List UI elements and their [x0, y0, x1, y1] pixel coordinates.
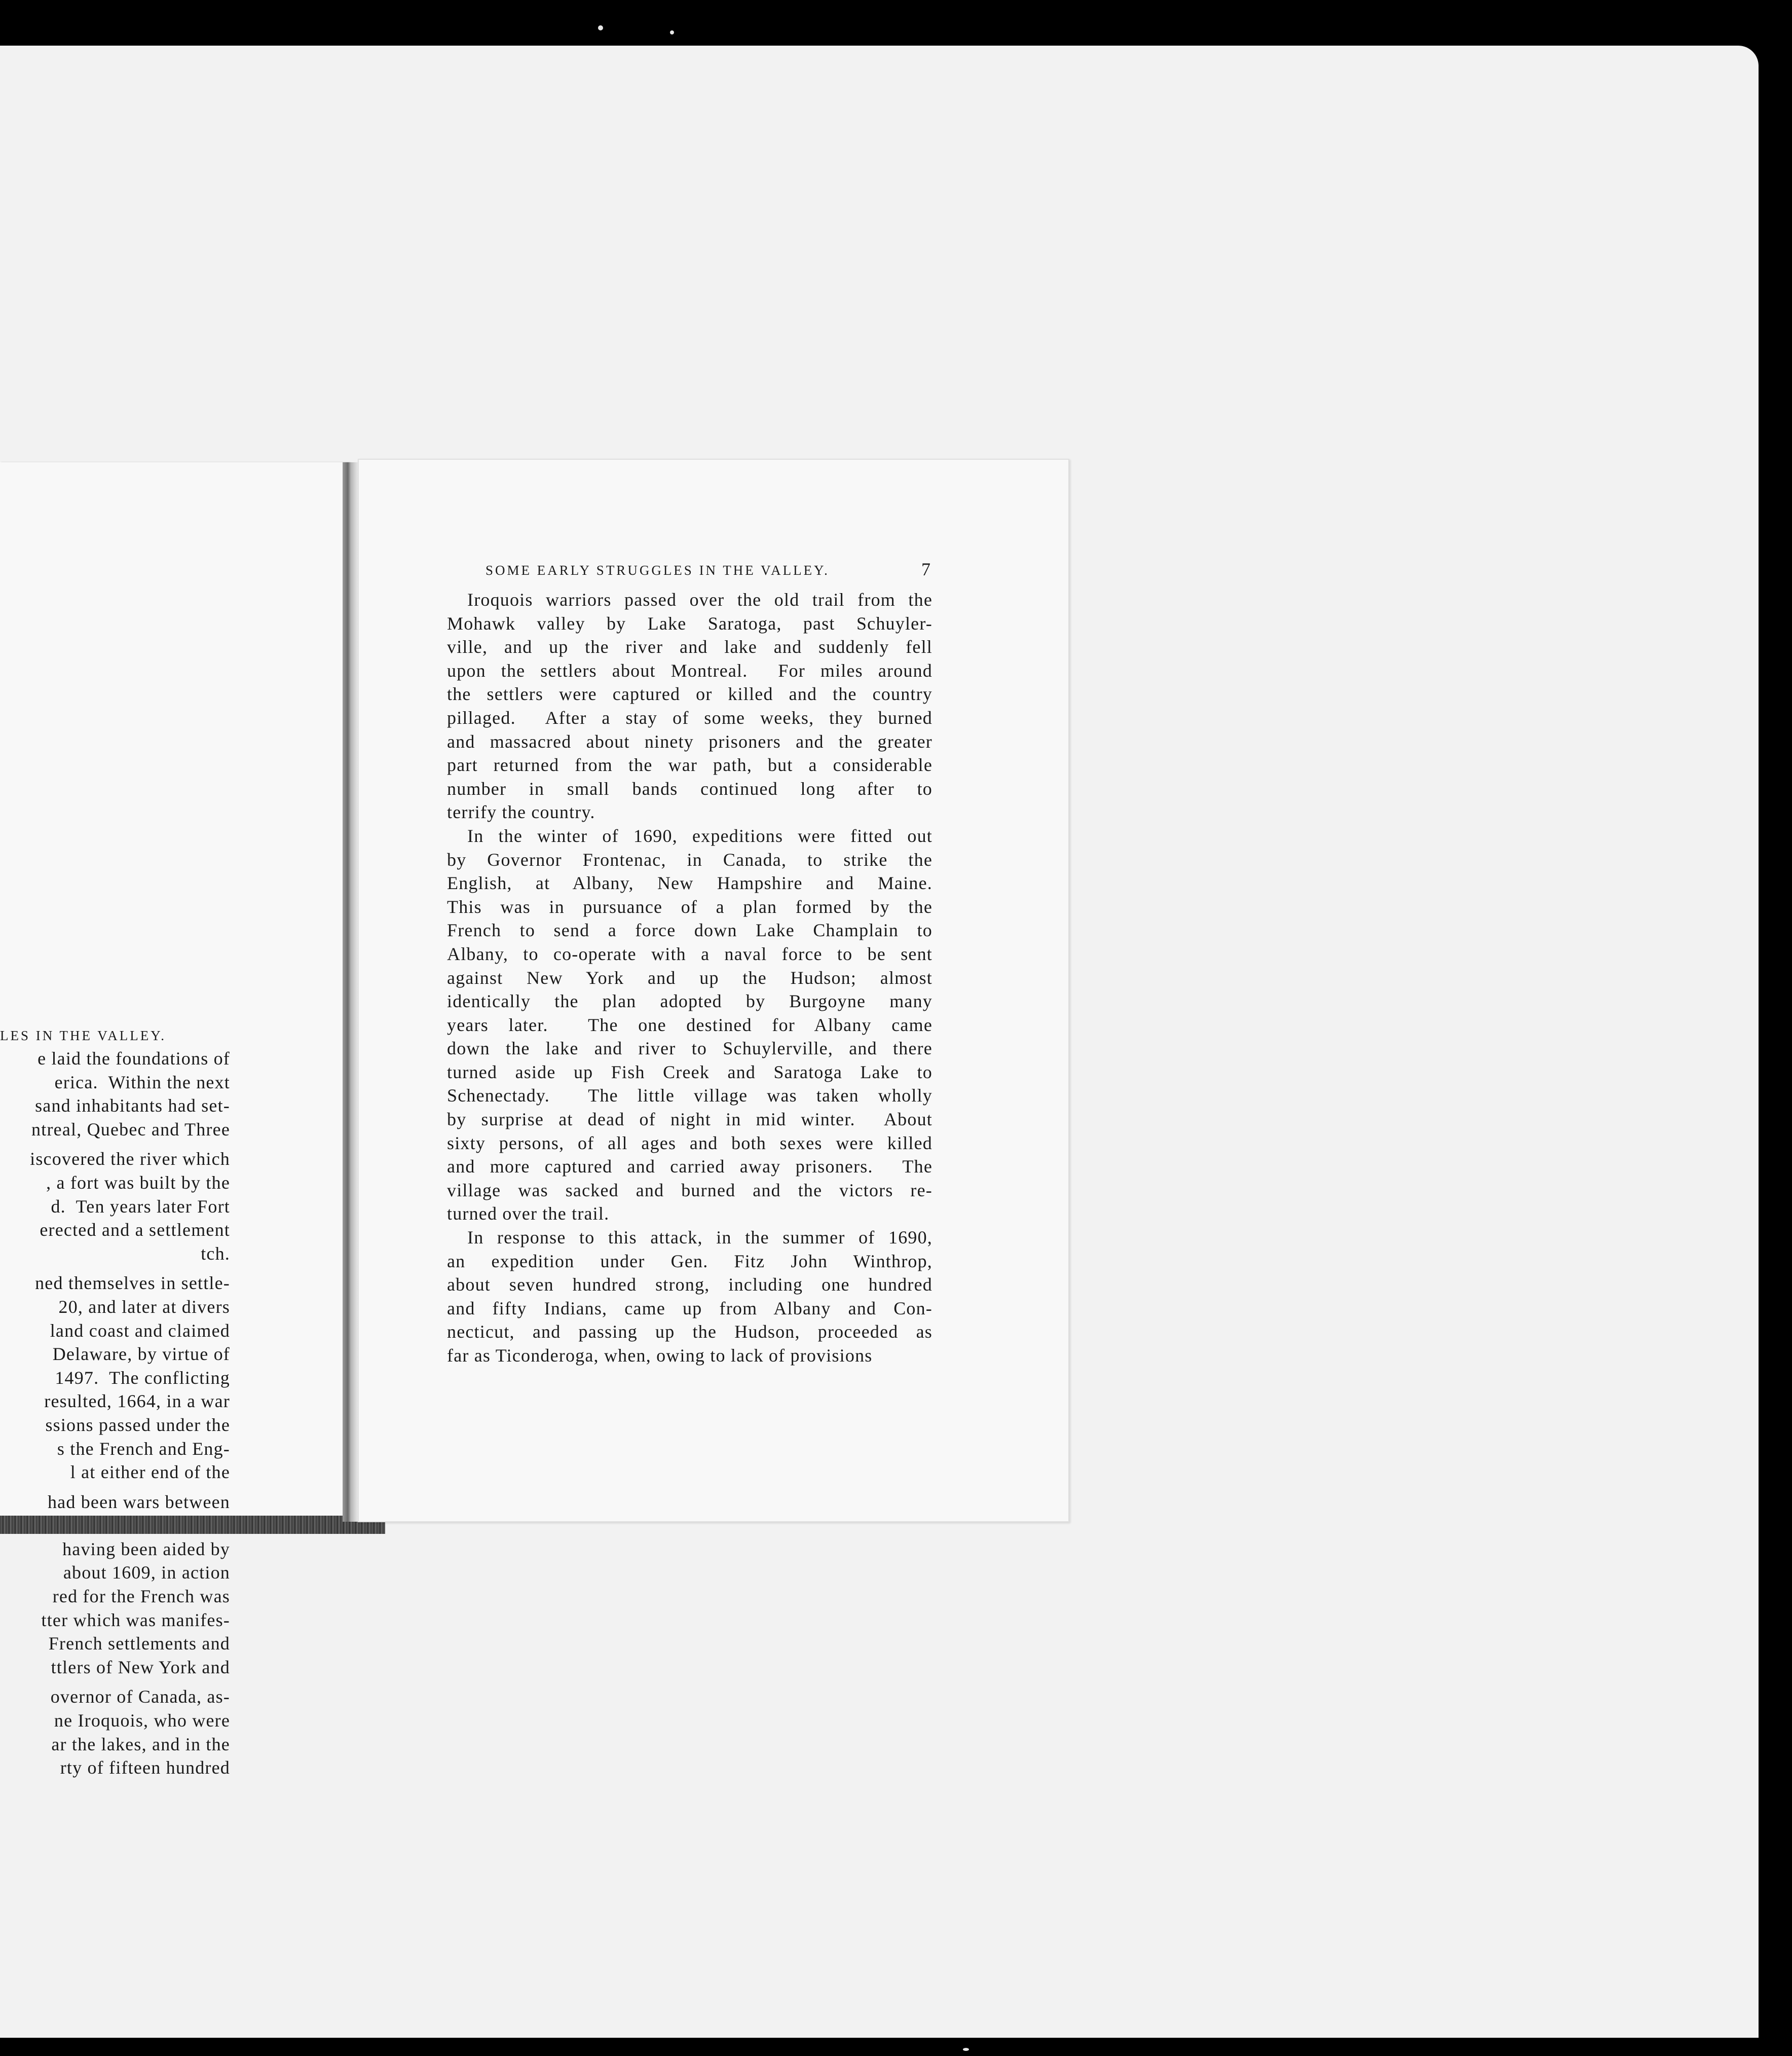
text-line: Delaware, by virtue of: [47, 1344, 230, 1365]
text-line: iscovered the river which: [30, 1149, 230, 1169]
text-line: s the French and Eng-: [57, 1438, 230, 1459]
text-line: and more captured and carried away prisoners. The: [447, 1156, 932, 1177]
text-line: down the lake and river to Schuylerville, and there: [447, 1038, 932, 1059]
text-line: 20, and later at divers: [58, 1296, 230, 1317]
book-gutter: [343, 462, 358, 1522]
text-line: resulted, 1664, in a war: [39, 1391, 230, 1412]
text-line: ntreal, Quebec and Three: [31, 1119, 230, 1140]
text-line: against New York and up the Hudson; almost: [447, 967, 932, 988]
text-line: by Governor Frontenac, in Canada, to strike the: [447, 849, 932, 870]
text-line: necticut, and passing up the Hudson, proceeded as: [447, 1321, 932, 1342]
book-cover-edge: [0, 1516, 385, 1534]
text-line: by surprise at dead of night in mid winter. About: [447, 1109, 932, 1130]
text-line: ne Iroquois, who were: [54, 1710, 230, 1731]
text-line: ar the lakes, and in the: [51, 1734, 230, 1754]
text-line: red for the French was: [52, 1586, 230, 1607]
text-line: French to send a force down Lake Champlain to: [447, 920, 932, 941]
text-line: e laid the foundations of: [38, 1048, 230, 1069]
text-line: land coast and claimed: [50, 1320, 230, 1341]
text-line: ville, and up the river and lake and suddenly fell: [447, 637, 932, 657]
text-line: , a fort was built by the: [46, 1172, 230, 1193]
text-line: about seven hundred strong, including one hundred: [447, 1274, 932, 1295]
text-line: had been wars between: [47, 1491, 230, 1512]
scan-speck: [598, 25, 603, 30]
text-line: having been aided by: [62, 1538, 230, 1559]
text-line: This was in pursuance of a plan formed by the: [447, 896, 932, 917]
text-line: village was sacked and burned and the victors re-: [447, 1180, 932, 1200]
paragraph-gap: [0, 1265, 230, 1271]
text-line: part returned from the war path, but a considerable: [447, 755, 932, 776]
text-line: overnor of Canada, as-: [50, 1686, 230, 1707]
text-line: Mohawk valley by Lake Saratoga, past Schuyler-: [447, 613, 932, 634]
text-line: far as Ticonderoga, when, owing to lack of provisions: [447, 1345, 873, 1366]
paragraph-gap: [0, 1679, 230, 1685]
text-line: years later. The one destined for Albany came: [447, 1014, 932, 1035]
text-line: rty of fifteen hundred: [60, 1757, 230, 1778]
paragraph-gap: [0, 1484, 230, 1490]
text-line: English, at Albany, New Hampshire and Maine.: [447, 873, 932, 894]
text-line: sand inhabitants had set-: [35, 1095, 230, 1116]
text-line: tter which was manifes-: [41, 1609, 230, 1630]
text-line: identically the plan adopted by Burgoyne many: [447, 991, 932, 1012]
text-line: tch.: [201, 1243, 230, 1264]
text-line: In response to this attack, in the summer of 1690,: [467, 1227, 932, 1248]
text-line: number in small bands continued long after to: [447, 778, 932, 799]
text-line: terrify the country.: [447, 802, 595, 823]
text-line: erica. Within the next: [54, 1072, 230, 1092]
text-line: French settlements and: [48, 1633, 230, 1654]
right-page-text: [447, 588, 932, 1368]
left-page: [0, 462, 350, 1778]
text-line: Iroquois warriors passed over the old trail from the: [467, 590, 932, 610]
text-line: upon the settlers about Montreal. For miles around: [447, 660, 932, 681]
paragraph-gap: [0, 1141, 230, 1147]
left-page-text: [0, 1047, 230, 1780]
text-line: turned aside up Fish Creek and Saratoga Lake to: [447, 1061, 932, 1082]
text-line: l at either end of the: [70, 1462, 230, 1483]
left-running-head: LES IN THE VALLEY.: [0, 1028, 167, 1043]
text-line: pillaged. After a stay of some weeks, they burned: [447, 707, 932, 728]
text-line: Schenectady. The little village was taken wholly: [447, 1085, 932, 1106]
text-line: and massacred about ninety prisoners and the greater: [447, 731, 932, 752]
text-line: and fifty Indians, came up from Albany and Con-: [447, 1298, 932, 1318]
text-line: d. Ten years later Fort: [51, 1196, 230, 1217]
scan-speck: [963, 2048, 969, 2051]
text-line: turned over the trail.: [447, 1203, 610, 1224]
text-line: In the winter of 1690, expeditions were fitted out: [467, 825, 932, 846]
right-running-head: SOME EARLY STRUGGLES IN THE VALLEY.: [486, 563, 830, 578]
text-line: erected and a settlement: [34, 1220, 230, 1240]
text-line: about 1609, in action: [63, 1562, 230, 1583]
text-line: Albany, to co-operate with a naval force to be sent: [447, 943, 932, 964]
scan-speck: [670, 30, 674, 34]
text-line: an expedition under Gen. Fitz John Winthrop,: [447, 1251, 932, 1271]
page-number: 7: [921, 559, 930, 579]
text-line: ttlers of New York and: [51, 1657, 230, 1677]
text-line: sixty persons, of all ages and both sexes were killed: [447, 1132, 932, 1153]
text-line: ned themselves in settle-: [35, 1273, 230, 1294]
text-line: 1497. The conflicting: [55, 1367, 230, 1388]
text-line: the settlers were captured or killed and the country: [447, 684, 932, 705]
text-line: ssions passed under the: [45, 1414, 230, 1435]
